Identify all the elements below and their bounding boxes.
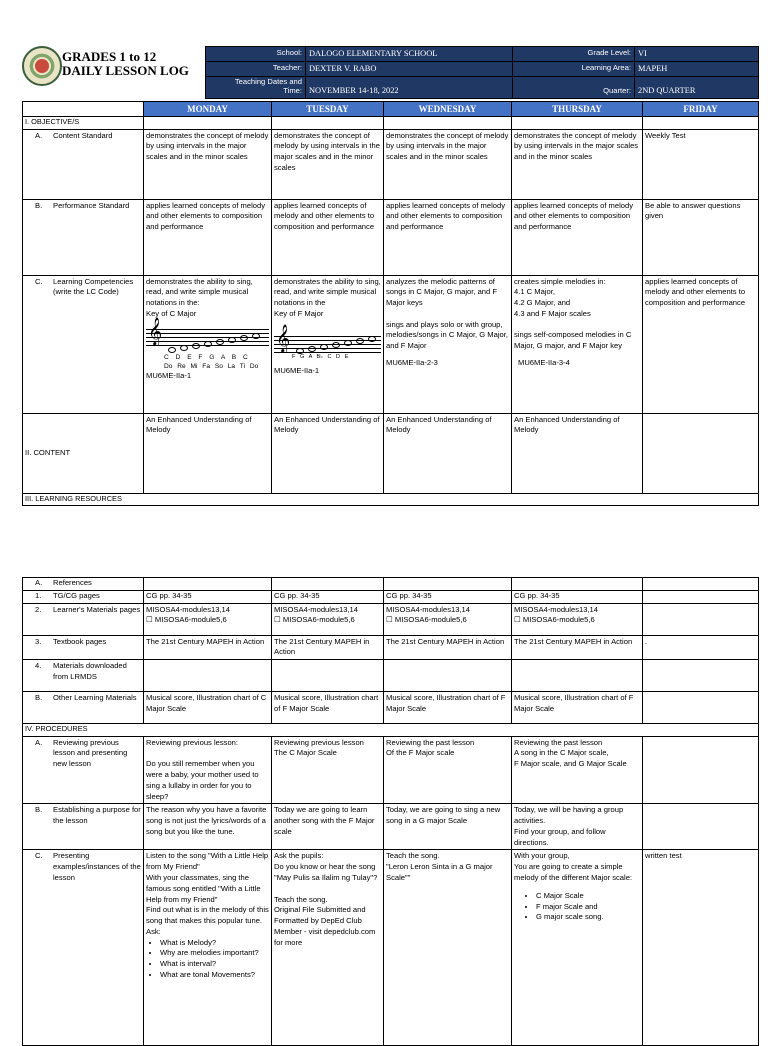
note-names: C D E F G A B C xyxy=(164,353,248,361)
dates-label-line-1: Teaching Dates and xyxy=(234,76,302,86)
day-header-thursday: THURSDAY xyxy=(512,102,643,117)
competency-text: demonstrates the ability to sing, read, and write simple musical notations in the Key of F Major xyxy=(274,276,381,318)
cell: CG pp. 34-35 xyxy=(272,590,384,603)
competency-text: creates simple melodies in: 4.1 C Major, 4.2 G Major, and 4.3 and F Major scales sings self-composed melodies in C Major, G major, and F Major key xyxy=(514,276,632,351)
cell: Musical score, Illustration chart of F Major Scale xyxy=(512,692,643,724)
lesson-log-table-part1 xyxy=(22,101,759,506)
area-value: MAPEH xyxy=(635,61,759,76)
cell: Today, we are going to sing a new song in a G major Scale xyxy=(384,804,512,850)
cell: The 21st Century MAPEH in Action xyxy=(384,635,512,660)
day-header-wednesday: WEDNESDAY xyxy=(384,102,512,117)
cell: Be able to answer questions given xyxy=(643,199,759,275)
quarter-label: Quarter: xyxy=(575,76,635,98)
list-item: • F major Scale and xyxy=(536,902,640,913)
cell: applies learned concepts of melody and other elements to composition and performance xyxy=(384,199,512,275)
treble-clef-icon: 𝄞 xyxy=(276,323,291,352)
quarter-value: 2ND QUARTER xyxy=(635,76,759,98)
list-item: • Why are melodies important? xyxy=(160,948,269,959)
day-header-monday: MONDAY xyxy=(144,102,272,117)
cell-tuesday-competency xyxy=(272,275,384,413)
cell-thursday-competency xyxy=(512,275,643,413)
cell: The 21st Century MAPEH in Action xyxy=(512,635,643,660)
cell: MISOSA4-modules13,14 ☐ MISOSA6-module5,6 xyxy=(512,603,643,635)
row-label: 1. TG/CG pages xyxy=(23,590,144,603)
cell: written test xyxy=(643,850,759,1046)
row-label: A. Reviewing previous lesson and presenting new lesson xyxy=(23,736,144,804)
row-label: C. Presenting examples/instances of the lesson xyxy=(23,850,144,1046)
list-item: • What is Melody? xyxy=(160,938,269,949)
cell: An Enhanced Understanding of Melody xyxy=(144,413,272,493)
list-item: • G major scale song. xyxy=(536,912,640,923)
treble-clef-icon: 𝄞 xyxy=(148,316,163,345)
cell: CG pp. 34-35 xyxy=(384,590,512,603)
question-list xyxy=(146,938,269,981)
cell-monday-competency xyxy=(144,275,272,413)
cell: Reviewing previous lesson The C Major Scale xyxy=(272,736,384,804)
row-label: B. Performance Standard xyxy=(23,199,144,275)
lc-code: MU6ME-IIa-2-3 xyxy=(386,357,438,367)
cell: demonstrates the concept of melody by using intervals in the major scales and in the minor scales xyxy=(512,129,643,199)
cell: demonstrates the concept of melody by using intervals in the major scales and in the minor scales xyxy=(144,129,272,199)
cell: An Enhanced Understanding of Melody xyxy=(512,413,643,493)
cell: applies learned concepts of melody and other elements to composition and performance xyxy=(512,199,643,275)
lc-code: MU6ME-IIa-3-4 xyxy=(518,357,570,367)
title-line-2: DAILY LESSON LOG xyxy=(62,63,189,78)
row-label: 3. Textbook pages xyxy=(23,635,144,660)
cell: demonstrates the concept of melody by using intervals in the major scales and in the minor scales xyxy=(384,129,512,199)
presenting-text: Listen to the song "With a Little Help from My Friend" With your classmates, sing the famous song entitled "With a Little Help from my Friend" Find out what is in the melody of this song that makes this popular tune. Ask: xyxy=(146,851,269,936)
cell: Teach the song. "Leron Leron Sinta in a G major Scale"" xyxy=(384,850,512,1046)
cell: Reviewing the past lesson A song in the C Major scale, F Major scale, and G Major Scale xyxy=(512,736,643,804)
row-label-text: Content Standard xyxy=(53,130,113,140)
f-major-staff xyxy=(274,323,381,362)
table-row xyxy=(23,635,759,660)
table-row xyxy=(23,590,759,603)
competency-text: analyzes the melodic patterns of songs in C Major, G major, and F Major keys sings and plays solo or with group, melodies/songs in C Major, G Major, and F Major xyxy=(386,276,508,351)
cell: . xyxy=(643,635,759,660)
cell: Musical score, Illustration chart of F Major Scale xyxy=(384,692,512,724)
presenting-text: With your group, You are going to create a simple melody of the different Major scale: xyxy=(514,851,633,883)
table-row xyxy=(23,413,759,493)
table-row xyxy=(23,660,759,692)
header-info-table xyxy=(205,46,759,99)
grade-label: Grade Level: xyxy=(575,47,635,62)
cell: The reason why you have a favorite song is not just the lyrics/words of a song but you like the tune. xyxy=(144,804,272,850)
table-row xyxy=(23,692,759,724)
cell: An Enhanced Understanding of Melody xyxy=(384,413,512,493)
cell: MISOSA4-modules13,14 ☐ MISOSA6-module5,6 xyxy=(144,603,272,635)
section-procedures: IV. PROCEDURES xyxy=(23,724,759,737)
dates-label-line-2: Time: xyxy=(283,85,302,95)
cell-friday-competency: applies learned concepts of melody and other elements to composition and performance xyxy=(643,275,759,413)
grade-value: VI xyxy=(635,47,759,62)
cell xyxy=(643,590,759,603)
cell: Today, we will be having a group activities. Find your group, and follow directions. xyxy=(512,804,643,850)
table-row xyxy=(23,850,759,1046)
cell: Musical score, Illustration chart of F Major Scale xyxy=(272,692,384,724)
row-label-text: Learning Competencies (write the LC Code) xyxy=(53,276,134,297)
teacher-value: DEXTER V. RABO xyxy=(306,61,513,76)
lesson-log-table-part2 xyxy=(22,577,759,1046)
lc-code: MU6ME-IIa-1 xyxy=(146,371,192,381)
cell: Reviewing previous lesson: Do you still remember when you were a baby, your mother used to sing a lullaby in order for you to sleep? xyxy=(144,736,272,804)
solfa-syllables: Do Re Mi Fa So La Ti Do xyxy=(164,363,259,370)
cell: demonstrates the concept of melody by using intervals in the major scales and in the minor scales xyxy=(272,129,384,199)
table-row xyxy=(23,275,759,413)
cell-monday-presenting xyxy=(144,850,272,1046)
cell xyxy=(643,692,759,724)
day-header-tuesday: TUESDAY xyxy=(272,102,384,117)
row-label: A. References xyxy=(23,578,144,591)
row-label-text: Performance Standard xyxy=(53,200,130,210)
cell: CG pp. 34-35 xyxy=(144,590,272,603)
competency-text: demonstrates the ability to sing, read, and write simple musical notations in the: Key of C Major xyxy=(146,276,253,318)
row-label: A. Content Standard xyxy=(23,129,144,199)
day-header-friday: FRIDAY xyxy=(643,102,759,117)
table-row xyxy=(23,804,759,850)
cell: An Enhanced Understanding of Melody xyxy=(272,413,384,493)
cell: The 21st Century MAPEH in Action xyxy=(144,635,272,660)
school-value: DALOGO ELEMENTARY SCHOOL xyxy=(306,47,513,62)
lc-code: MU6ME-IIa-1 xyxy=(274,365,320,375)
cell: MISOSA4-modules13,14 ☐ MISOSA6-module5,6 xyxy=(384,603,512,635)
cell: The 21st Century MAPEH in Action xyxy=(272,635,384,660)
table-row xyxy=(23,736,759,804)
document-title xyxy=(62,50,189,78)
c-major-staff xyxy=(146,316,269,353)
cell: Today we are going to learn another song with the F Major scale xyxy=(272,804,384,850)
table-row xyxy=(23,199,759,275)
area-label: Learning Area: xyxy=(575,61,635,76)
cell: Musical score, Illustration chart of C Major Scale xyxy=(144,692,272,724)
section-resources: III. LEARNING RESOURCES xyxy=(23,493,759,506)
teacher-label: Teacher: xyxy=(206,61,306,76)
list-item: • What are tonal Movements? xyxy=(160,970,269,981)
cell xyxy=(643,413,759,493)
deped-seal-logo xyxy=(22,46,62,86)
scale-list xyxy=(514,891,640,923)
cell: applies learned concepts of melody and other elements to composition and performance xyxy=(144,199,272,275)
dates-label xyxy=(206,76,306,98)
cell xyxy=(643,736,759,804)
cell: applies learned concepts of melody and other elements to composition and performance xyxy=(272,199,384,275)
row-label: C. Learning Competencies (write the LC Code) xyxy=(23,275,144,413)
cell: Weekly Test xyxy=(643,129,759,199)
section-content: II. CONTENT xyxy=(23,413,144,493)
cell xyxy=(643,804,759,850)
table-row xyxy=(23,129,759,199)
cell: CG pp. 34-35 xyxy=(512,590,643,603)
table-row xyxy=(23,603,759,635)
list-item: • What is interval? xyxy=(160,959,269,970)
section-objectives: I. OBJECTIVE/S xyxy=(23,117,144,130)
row-label: 2. Learner's Materials pages xyxy=(23,603,144,635)
row-label: 4. Materials downloaded from LRMDS xyxy=(23,660,144,692)
cell-wednesday-competency xyxy=(384,275,512,413)
cell-thursday-presenting xyxy=(512,850,643,1046)
cell: Ask the pupils: Do you know or hear the song "May Pulis sa Ilalim ng Tulay"? Teach the song. Original File Submitted and Formatted by DepEd Club Member - visit depedclub.com for more xyxy=(272,850,384,1046)
note-names: F G A B♭ C D E xyxy=(292,353,349,360)
cell: MISOSA4-modules13,14 ☐ MISOSA6-module5,6 xyxy=(272,603,384,635)
row-label: B. Other Learning Materials xyxy=(23,692,144,724)
school-label: School: xyxy=(206,47,306,62)
title-line-1: GRADES 1 to 12 xyxy=(62,49,157,64)
cell: Reviewing the past lesson Of the F Major scale xyxy=(384,736,512,804)
dates-value: NOVEMBER 14-18, 2022 xyxy=(306,76,513,98)
cell xyxy=(643,603,759,635)
row-label: B. Establishing a purpose for the lesson xyxy=(23,804,144,850)
list-item: • C Major Scale xyxy=(536,891,640,902)
